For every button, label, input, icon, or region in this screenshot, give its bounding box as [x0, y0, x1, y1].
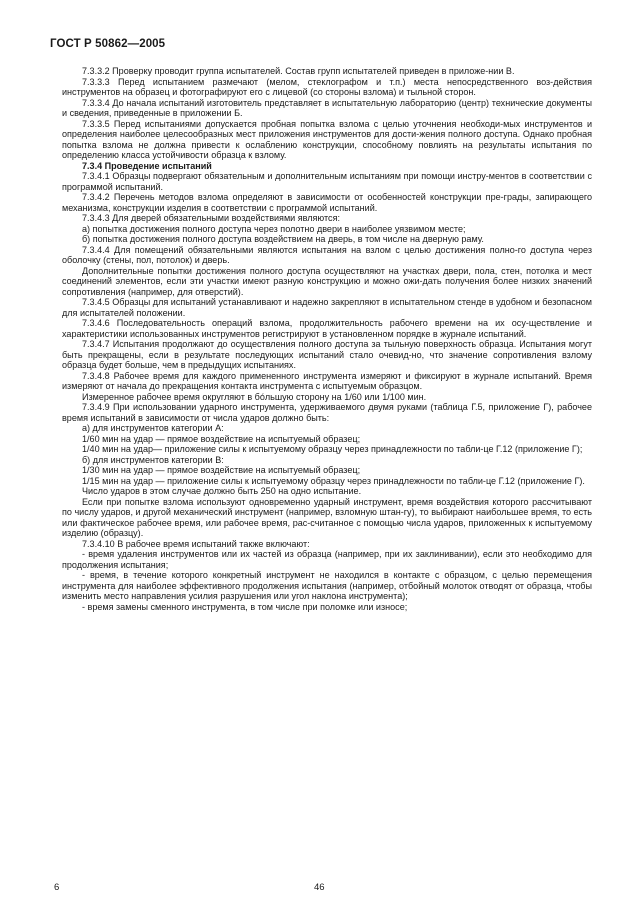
paragraph: Дополнительные попытки достижения полного доступа осуществляют на участках двери, пола, стен, потолка и мест соединений элементов, если эти участки имеют разную конструкцию и можно ожи-дать получения более низких значений сопротивления (например, для отверстий). [62, 265, 592, 297]
paragraph: 7.3.4.5 Образцы для испытаний устанавливают и надежно закрепляют в испытательном стенде в удобном и безопасном для испытателей положении. [62, 297, 592, 318]
document-body [62, 66, 592, 612]
list-item: - время, в течение которого конкретный инструмент не находился в контакте с образцом, с целью перемещения инструмента для наиболее эффективного продолжения испытания (например, отбойный молоток отводят от образца, чтобы изменить место направления усилия разрушения или угол наклона инструмента); [62, 570, 592, 601]
list-item: 1/40 мин на удар— приложение силы к испытуемому образцу через принадлежности по табли-це Г.12 (приложение Г); [82, 444, 583, 454]
document-page-number: 46 [314, 882, 325, 893]
paragraph: 7.3.4.6 Последовательность операций взлома, продолжительность рабочего времени на их осу-ществление и характеристики использованных инструментов регистрируют в установленном порядке в журнале испытаний. [62, 318, 592, 339]
paragraph: Число ударов в этом случае должно быть 250 на одно испытание. [82, 486, 362, 496]
paragraph: Если при попытке взлома используют одновременно ударный инструмент, время воздействия которого рассчитывают по числу ударов, и другой механический инструмент (например, взломную штан-гу), то выбирают наибольшее время, то есть или фактическое рабочее время, или рабочее время, рас-считанное с помощью числа ударов, приложенных к испытуемому изделию (образцу). [62, 496, 592, 538]
paragraph: 7.3.4.1 Образцы подвергают обязательным и дополнительным испытаниям при помощи инстру-ментов в соответствии с программой испытаний. [62, 171, 592, 192]
list-item: 1/15 мин на удар — приложение силы к испытуемому образцу через принадлежности по табли-це Г.12 (приложение Г). [82, 475, 585, 486]
paragraph: 7.3.3.5 Перед испытаниями допускается пробная попытка взлома с целью уточнения необходи-мых инструментов и определения наиболее целесообразных мест приложения инструментов для дости-жения полного доступа. Однако пробная попытка взлома не должна привести к ослаблению конструкции, способному повлиять на результаты испытания по определению класса устойчивости образца к взлому. [62, 118, 592, 160]
paragraph: 7.3.3.4 До начала испытаний изготовитель представляет в испытательную лабораторию (центр) технические документы и сведения, приведенные в приложении Б. [62, 97, 592, 118]
paragraph: 7.3.4.10 В рабочее время испытаний также включают: [82, 538, 310, 549]
paragraph: 7.3.3.3 Перед испытанием размечают (мелом, стеклографом и т.п.) места непосредственного воз-действия инструментов на образец и фотографируют его с лицевой (со стороны взлома) и тыльной сторон. [62, 76, 592, 97]
list-item: - время замены сменного инструмента, в том числе при поломке или износе; [82, 601, 408, 612]
page-number: 6 [54, 882, 60, 893]
paragraph: 7.3.3.2 Проверку проводит группа испытателей. Состав групп испытателей приведен в приложе-нии В. [82, 66, 515, 76]
paragraph: 7.3.4.3 Для дверей обязательными воздействиями являются: [82, 213, 340, 223]
paragraph: 7.3.4.2 Перечень методов взлома определяют в зависимости от особенностей конструкции пре-грады, запирающего механизма, конструкции изделия в соответствии с программой испытаний. [62, 192, 592, 213]
paragraph: 7.3.4.8 Рабочее время для каждого примененного инструмента измеряют и фиксируют в журнале испытаний. Время измеряют от начала до прекращения контакта инструмента с испытуемым образцом. [62, 370, 592, 391]
paragraph: 7.3.4.7 Испытания продолжают до осуществления полного доступа за тыльную поверхность образца. Испытания могут быть прекращены, если в результате последующих испытаний стало очевид-но, что значение сопротивления взлому образца будет больше, чем в предыдущих испытаниях. [62, 339, 592, 370]
list-item: а) для инструментов категории А: [82, 423, 224, 433]
list-item: б) для инструментов категории В: [82, 454, 224, 465]
paragraph: 7.3.4.4 Для помещений обязательными являются испытания на взлом с целью достижения полно-го доступа через оболочку (стены, пол, потолок) и дверь. [62, 244, 592, 265]
list-item: 1/60 мин на удар — прямое воздействие на испытуемый образец; [82, 433, 361, 444]
paragraph: Измеренное рабочее время округляют в бóльшую сторону на 1/60 или 1/100 мин. [82, 391, 427, 402]
list-item: 1/30 мин на удар — прямое воздействие на испытуемый образец; [82, 465, 361, 475]
document-header: ГОСТ Р 50862—2005 [50, 38, 166, 50]
list-item: б) попытка достижения полного доступа воздействием на дверь, в том числе на дверную раму. [82, 234, 484, 244]
list-item: а) попытка достижения полного доступа через полотно двери в наиболее уязвимом месте; [82, 223, 466, 234]
section-heading: 7.3.4 Проведение испытаний [82, 160, 212, 171]
paragraph: 7.3.4.9 При использовании ударного инструмента, удерживаемого двумя руками (таблица Г.5, приложение Г), рабочее время испытаний в зависимости от числа ударов должно быть: [62, 402, 592, 423]
list-item: - время удаления инструментов или их частей из образца (например, при их заклинивании), если это необходимо для продолжения испытания; [62, 549, 592, 570]
